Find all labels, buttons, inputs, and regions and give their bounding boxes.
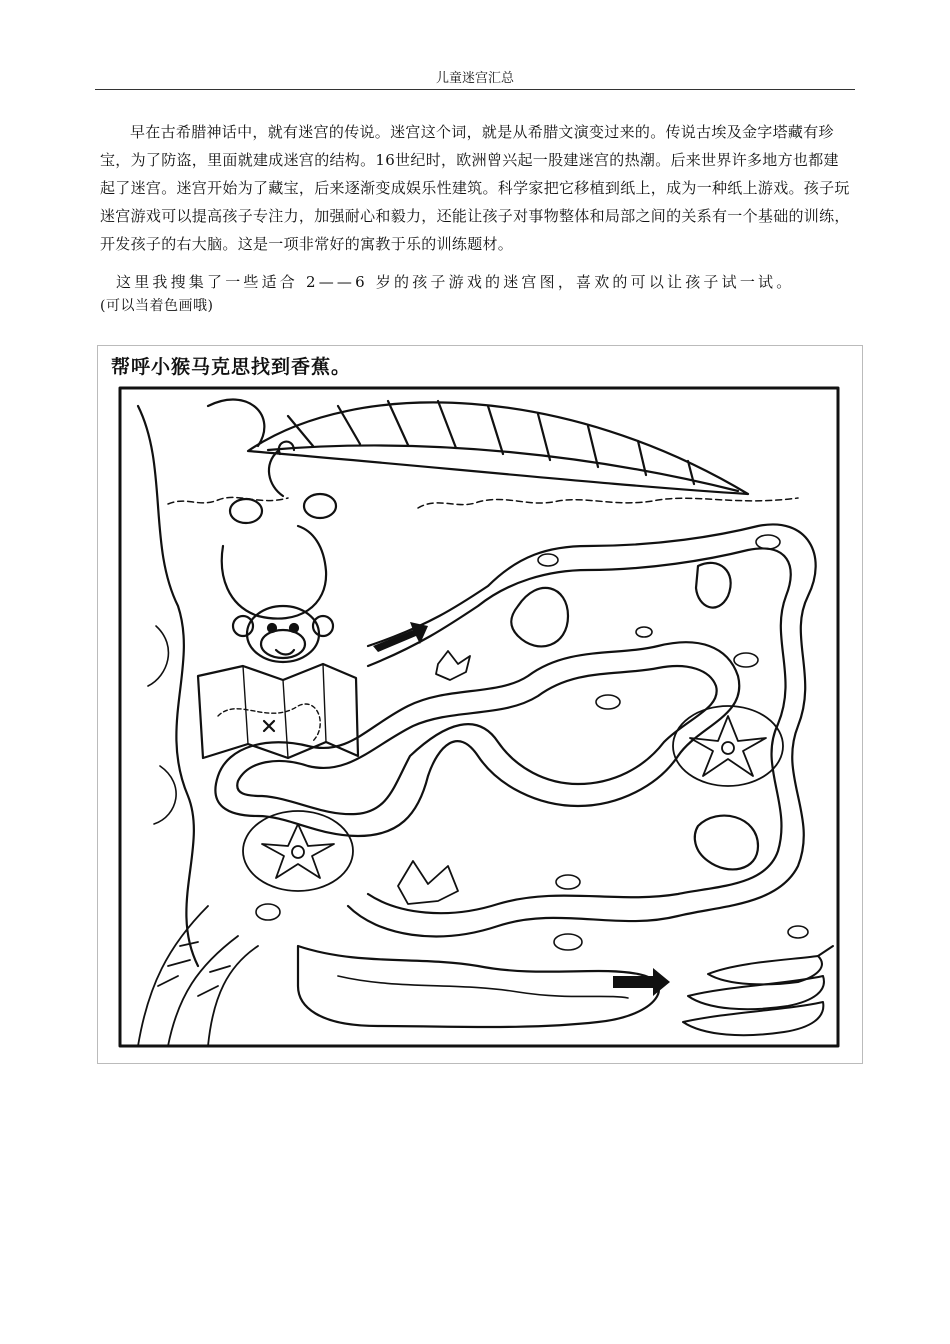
maze-frame: [120, 388, 838, 1046]
coloring-note: (可以当着色画哦): [100, 298, 214, 314]
flower-right: [673, 706, 783, 786]
bush-line: [168, 497, 798, 508]
header-divider: [95, 89, 855, 90]
maze-illustration: [97, 345, 863, 1064]
treasure-map: [198, 664, 358, 758]
intro-paragraph: 早在古希腊神话中，就有迷宫的传说。迷宫这个词，就是从希腊文演变过来的。传说古埃及金字塔藏有珍宝，为了防盗，里面就建成迷宫的结构。16世纪时，欧洲曾兴起一股建迷宫的热潮。后来世界许多地方也都建起了迷宫。迷宫开始为了藏宝，后来逐渐变成娱乐性建筑。科学家把它移植到纸上，成为一种纸上游戏。孩子玩迷宫游戏可以提高孩子专注力，加强耐心和毅力，还能让孩子对事物整体和局部之间的关系有一个基础的训练，开发孩子的右大脑。这是一项非常好的寓教于乐的训练题材。: [100, 123, 850, 253]
arrow-start-icon: [373, 622, 428, 652]
maze-drawing: [98, 346, 862, 1063]
banana-leaf: [208, 400, 748, 494]
maze-caption: 帮呼小猴马克思找到香蕉。: [111, 356, 352, 378]
monkey-figure: [198, 442, 358, 758]
left-vine: [138, 406, 198, 966]
maze-paths: [215, 524, 815, 1027]
plants-bottom-left: [138, 906, 258, 1046]
collection-line: 这里我搜集了一些适合 2——6 岁的孩子游戏的迷宫图，喜欢的可以让孩子试一试。: [116, 273, 795, 291]
banana-bunch: [683, 946, 833, 1035]
page-header: 儿童迷宫汇总: [435, 71, 514, 86]
flower-center: [398, 651, 470, 904]
collection-paragraph: [100, 270, 852, 318]
